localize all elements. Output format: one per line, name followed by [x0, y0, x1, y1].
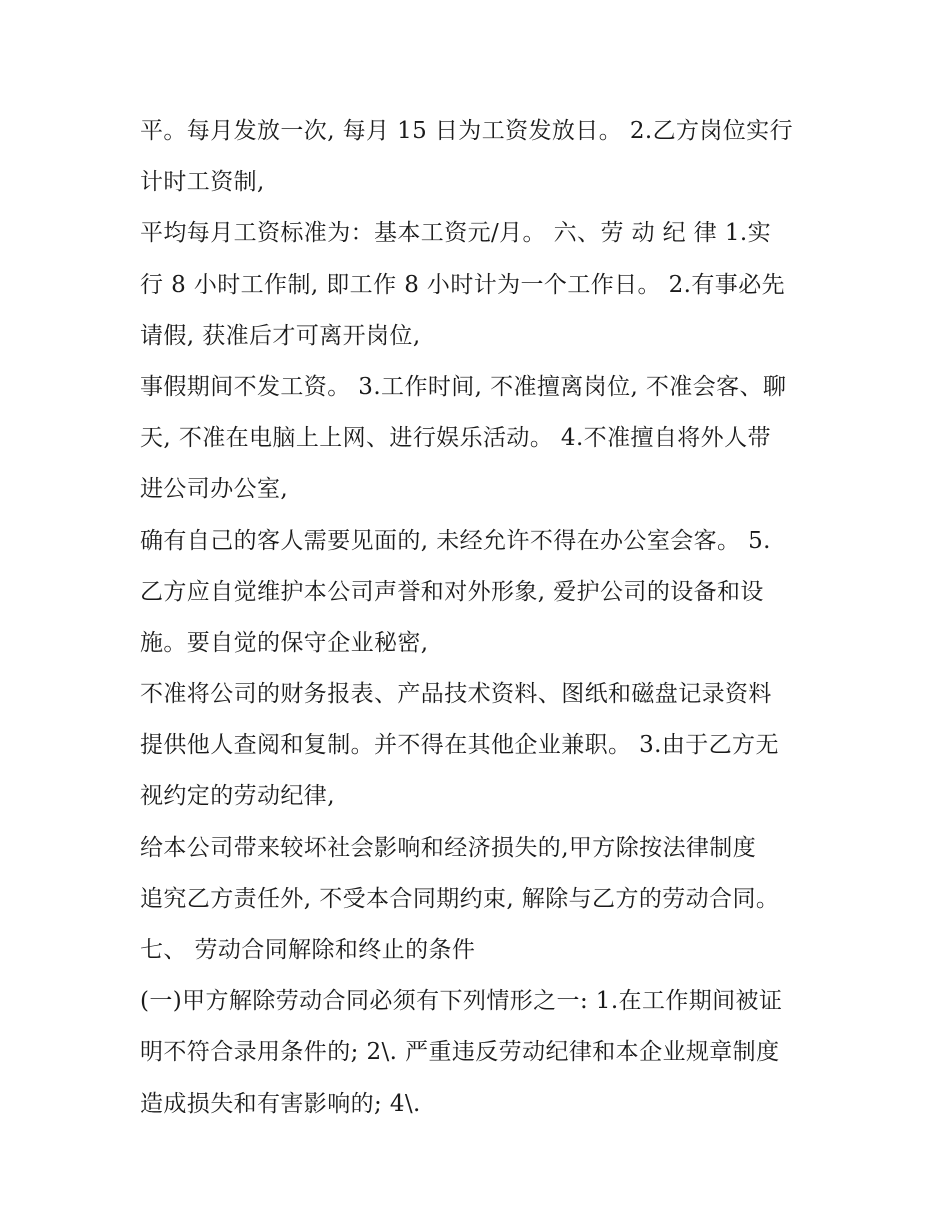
text-line: 提供他人查阅和复制。并不得在其他企业兼职。 3.由于乙方无 [140, 732, 779, 759]
document-body [140, 106, 830, 1130]
text-line: 确有自己的客人需要见面的, 未经允许不得在办公室会客。 5. [140, 527, 771, 554]
text-line: 平均每月工资标准为：基本工资元/月。 六、劳 动 纪 律 1.实 [140, 220, 772, 247]
text-line: 行 8 小时工作制, 即工作 8 小时计为一个工作日。 2.有事必先 [140, 271, 785, 298]
text-line: 计时工资制, [140, 169, 265, 196]
text-line: 事假期间不发工资。 3.工作时间, 不准擅离岗位, 不准会客、聊 [140, 373, 787, 400]
text-line: 不准将公司的财务报表、产品技术资料、图纸和磁盘记录资料 [140, 681, 772, 708]
text-line: 追究乙方责任外, 不受本合同期约束, 解除与乙方的劳动合同。 [140, 885, 780, 912]
text-line: 视约定的劳动纪律, [140, 783, 335, 810]
text-line: 平。每月发放一次, 每月 15 日为工资发放日。 2.乙方岗位实行 [140, 118, 793, 144]
text-line: (一)甲方解除劳动合同必须有下列情形之一: 1.在工作期间被证 [140, 988, 783, 1015]
text-line: 明不符合录用条件的; 2\. 严重违反劳动纪律和本企业规章制度 [140, 1039, 780, 1066]
text-line: 请假, 获准后才可离开岗位, [140, 322, 421, 349]
text-line: 造成损失和有害影响的; 4\. [140, 1090, 421, 1117]
text-line: 乙方应自觉维护本公司声誉和对外形象, 爱护公司的设备和设 [140, 578, 764, 605]
section-heading: 七、 劳动合同解除和终止的条件 [140, 937, 476, 963]
text-line: 给本公司带来较坏社会影响和经济损失的,甲方除按法律制度 [140, 834, 757, 861]
text-line: 进公司办公室, [140, 476, 289, 503]
text-line: 天, 不准在电脑上上网、进行娱乐活动。 4.不准擅自将外人带 [140, 425, 771, 452]
text-line: 施。要自觉的保守企业秘密, [140, 629, 429, 656]
